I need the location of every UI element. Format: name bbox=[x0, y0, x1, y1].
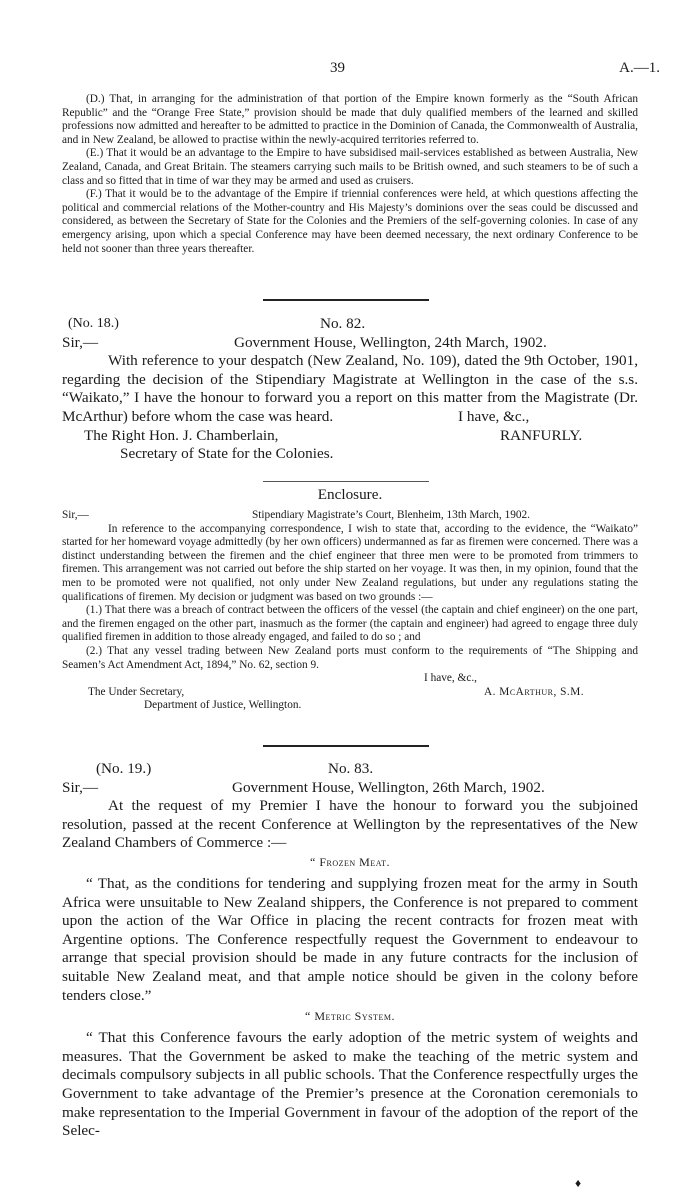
enclosure-body: In reference to the accompanying correspondence, I wish to state that, according to the evidence, the “Waikato” started for her homeward voyage admittedly (by her own officers) undermanned as far as firemen were concerned. There was a distinct understanding between the firemen and the chief engineer that three men were to be promoted from trimmers to firemen. This arrangement was not carried out before the ship started on her voyage. It was then, in my opinion, found that the men to be promoted were not qualified, not only under New Zealand regulations, but under any regulations stating the qualifications of firemen. My decision or judgment was based on two grounds :— bbox=[62, 522, 638, 603]
closing: I have, &c., bbox=[424, 672, 478, 685]
resolution-metric-system: “ That this Conference favours the early adoption of the metric system of weights and measures. That the Government be asked to make the teaching of the metric system and decimals compulsory subjects in all public schools. That the Conference respectfully urges the Government to take advantage of the Premier’s presence at the Coronation ceremonials to make representation to the Imperial Government in favour of the adoption of the report of the Selec- bbox=[62, 1029, 638, 1140]
letter-body: With reference to your despatch (New Zealand, No. 109), dated the 9th October, 1901, regarding the decision of the Stipendiary Magistrate at Wellington in the case of the s.s. “Waikato,” I have the honour to forward you a report on this matter from the Magistrate (Dr. McArthur) before whom the case was heard. bbox=[62, 352, 638, 425]
letter-no-82 bbox=[62, 315, 638, 464]
closing: I have, &c., bbox=[458, 407, 530, 425]
letter-title: No. 82. bbox=[320, 315, 366, 332]
page-number: 39 bbox=[330, 60, 345, 76]
salutation: Sir,— bbox=[62, 778, 99, 796]
section-rule bbox=[263, 745, 429, 747]
margin-reference: (No. 19.) bbox=[96, 760, 152, 777]
resolution-e: (E.) That it would be an advantage to the Empire to have subsidised mail-services established as between Australia, New Zealand, Canada, and Great Britain. The steamers carrying such mails to be British owned, and such steamers to be of such a class and so fitted that in time of war they may be armed and used as cruisers. bbox=[62, 147, 638, 187]
letter-no-83 bbox=[62, 760, 638, 1141]
addressee-title: Department of Justice, Wellington. bbox=[144, 699, 302, 712]
signature: A. McArthur, S.M. bbox=[484, 685, 585, 698]
enclosure-title: Enclosure. bbox=[317, 486, 383, 503]
margin-reference: (No. 18.) bbox=[68, 316, 119, 331]
resolution-frozen-meat: “ That, as the conditions for tendering and supplying frozen meat for the army in South Africa were unsuitable to New Zealand shippers, the Conference is not prepared to comment upon the action of the War Office in placing the recent contracts for frozen meat with Argentine options. The Conference respectfully request the Government to endeavour to arrange that special provision should be made in any future contracts for the inclusion of suitable New Zealand meat, and that ample notice should be given in the colony before tenders close.” bbox=[62, 874, 638, 1004]
signature: RANFURLY. bbox=[500, 426, 583, 444]
letter-intro: At the request of my Premier I have the honour to forward you the subjoined resolution, passed at the recent Conference at Wellington by the representatives of the New Zealand Chambers of Commerce :— bbox=[62, 797, 638, 852]
ground-two: (2.) That any vessel trading between New Zealand ports must conform to the requirements of “The Shipping and Seamen’s Act Amendment Act, 1894,” No. 62, section 9. bbox=[62, 644, 638, 671]
ink-mark: ♦ bbox=[575, 1176, 582, 1190]
place-date: Government House, Wellington, 24th March, 1902. bbox=[234, 333, 547, 351]
addressee: The Under Secretary, bbox=[88, 685, 185, 698]
salutation: Sir,— bbox=[62, 333, 99, 351]
letter-title: No. 83. bbox=[328, 760, 374, 777]
conference-resolutions bbox=[62, 93, 638, 256]
place-date: Stipendiary Magistrate’s Court, Blenheim, 13th March, 1902. bbox=[252, 509, 530, 521]
addressee: The Right Hon. J. Chamberlain, bbox=[84, 426, 279, 444]
ground-one: (1.) That there was a breach of contract between the officers of the vessel (the captain and chief engineer) on the one part, and the firemen engaged on the other part, inasmuch as the former (the captain and engineer) had agreed to engage three duly qualified firemen in addition to those already engaged, and failed to do so ; and bbox=[62, 604, 638, 644]
parliamentary-paper-reference: A.—1. bbox=[619, 60, 660, 76]
page-header bbox=[0, 60, 700, 80]
heading-frozen-meat: “ Frozen Meat. bbox=[310, 854, 390, 869]
resolution-f: (F.) That it would be to the advantage of the Empire if triennial conferences were held, at which questions affecting the political and commercial relations of the Mother-country and His Majesty’s dominions over the seas could be discussed and considered, as between the Secretary of State for the Colonies and the Premiers of the self-governing colonies. In case of any emergency arising, upon which a special Conference may have been deemed necessary, the next ordinary Conference to be held not sooner than three years thereafter. bbox=[62, 188, 638, 255]
section-rule bbox=[263, 481, 429, 482]
section-rule bbox=[263, 299, 429, 301]
place-date: Government House, Wellington, 26th March, 1902. bbox=[232, 778, 545, 796]
heading-metric-system: “ Metric System. bbox=[305, 1009, 395, 1024]
addressee-title: Secretary of State for the Colonies. bbox=[120, 445, 334, 463]
resolution-d: (D.) That, in arranging for the administration of that portion of the Empire known formerly as the “South African Republic” and the “Orange Free State,” provision should be made that duly qualified members of the learned and skilled professions now admitted and hereafter to be admitted to practice in the Dominion of Canada, the Commonwealth of Australia, and in New Zealand, be allowed to practise within the newly-acquired territories referred to. bbox=[62, 93, 638, 146]
enclosure bbox=[62, 486, 638, 713]
salutation: Sir,— bbox=[62, 509, 89, 521]
